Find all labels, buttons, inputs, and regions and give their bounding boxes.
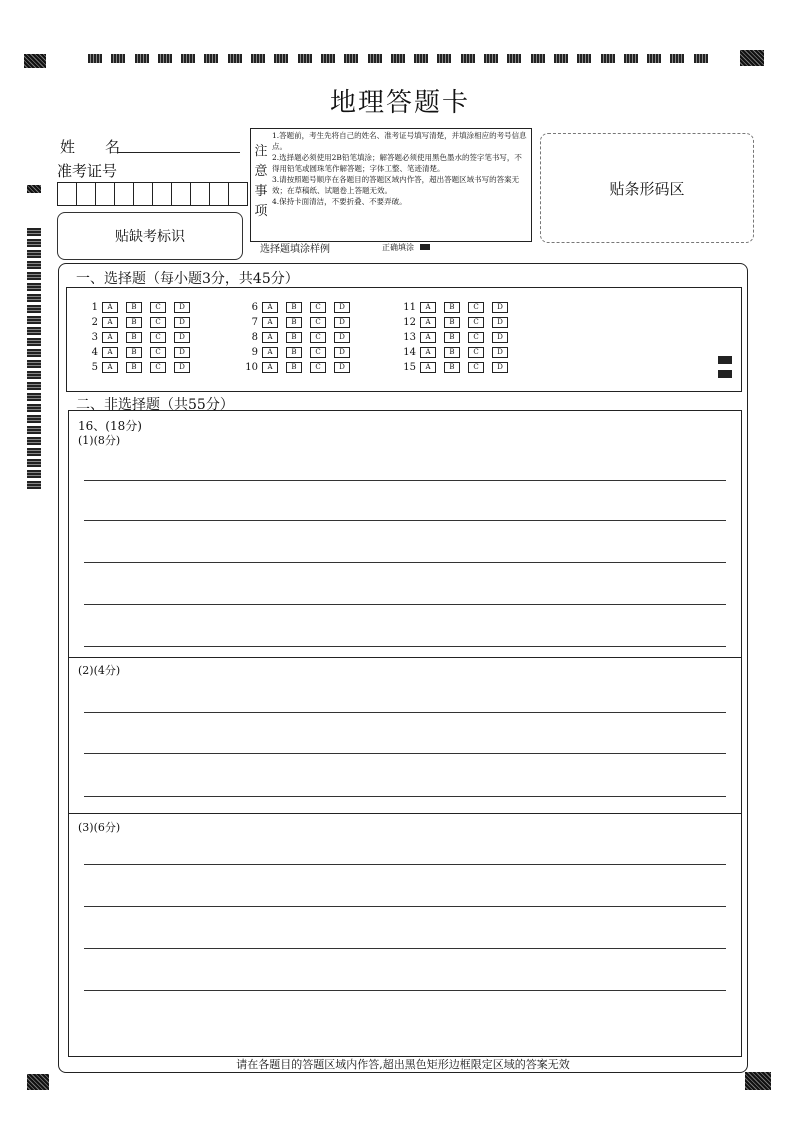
- filled-bubble-icon: [420, 244, 430, 250]
- mcq-row: 13 A B C D: [400, 330, 516, 345]
- writing-line[interactable]: [84, 520, 726, 521]
- note-item: 3.请按照题号顺序在各题目的答题区域内作答，超出答题区域书写的答案无效；在草稿纸、试题卷上答题无效。: [272, 175, 520, 195]
- fill-example-row: [250, 240, 530, 254]
- name-label: 姓 名: [60, 138, 121, 156]
- footer-notice: 请在各题目的答题区域内作答,超出黑色矩形边框限定区域的答案无效: [236, 1058, 570, 1071]
- question-16-label: 16、(18分): [78, 419, 142, 433]
- note-item: 4.保持卡面清洁，不要折叠、不要弄破。: [272, 197, 407, 206]
- part-divider: [68, 813, 741, 814]
- barcode-area: [540, 133, 754, 243]
- mcq-row: 8 A B C D: [242, 330, 358, 345]
- corner-mark-bottom-left: [27, 1074, 49, 1090]
- top-timing-marks: [88, 54, 708, 64]
- mcq-marker-lower: [718, 370, 732, 378]
- mcq-row: 10 A B C D: [242, 360, 358, 375]
- writing-line[interactable]: [84, 646, 726, 647]
- writing-line[interactable]: [84, 990, 726, 991]
- mcq-row: 3 A B C D: [86, 330, 198, 345]
- mcq-row: 11 A B C D: [400, 300, 516, 315]
- answer-area: [68, 410, 742, 1057]
- correct-fill-label: 正确填涂: [382, 242, 414, 252]
- writing-line[interactable]: [84, 948, 726, 949]
- left-mark-upper: [27, 185, 41, 193]
- mcq-column-2: [242, 300, 358, 375]
- section1-title: 一、选择题（每小题3分，共45分）: [76, 271, 299, 287]
- fill-example-label: 选择题填涂样例: [260, 243, 330, 255]
- mcq-row: 5 A B C D: [86, 360, 198, 375]
- absent-label-box: [57, 212, 243, 260]
- writing-line[interactable]: [84, 753, 726, 754]
- mcq-row: 7 A B C D: [242, 315, 358, 330]
- notes-list: [272, 130, 527, 207]
- barcode-label: 贴条形码区: [609, 179, 685, 198]
- part-1-label: (1)(8分): [78, 434, 121, 447]
- note-item: 2.选择题必须使用2B铅笔填涂；解答题必须使用黑色墨水的签字笔书写，不得用铅笔或圆珠笔作解答题；字体工整、笔迹清楚。: [272, 153, 522, 173]
- notes-heading: 注意事项: [254, 144, 268, 219]
- part-divider: [68, 657, 741, 658]
- writing-line[interactable]: [84, 712, 726, 713]
- exam-id-label: 准考证号: [57, 162, 118, 180]
- writing-line[interactable]: [84, 796, 726, 797]
- mcq-column-1: [86, 300, 198, 375]
- part-2-label: (2)(4分): [78, 664, 121, 677]
- corner-mark-top-left: [24, 54, 46, 68]
- mcq-row: 14 A B C D: [400, 345, 516, 360]
- mcq-marker-upper: [718, 356, 732, 364]
- left-timing-marks: [27, 228, 41, 489]
- mcq-row: 12 A B C D: [400, 315, 516, 330]
- writing-line[interactable]: [84, 906, 726, 907]
- absent-label: 贴缺考标识: [115, 229, 185, 245]
- section2-title: 二、非选择题（共55分）: [76, 397, 234, 413]
- note-item: 1.答题前，考生先将自己的姓名、准考证号填写清楚，并填涂相应的考号信息点。: [272, 131, 527, 151]
- mcq-row: 9 A B C D: [242, 345, 358, 360]
- name-field[interactable]: [118, 152, 240, 153]
- mcq-row: 15 A B C D: [400, 360, 516, 375]
- writing-line[interactable]: [84, 864, 726, 865]
- mcq-row: 4 A B C D: [86, 345, 198, 360]
- corner-mark-bottom-right: [745, 1072, 771, 1090]
- mcq-column-3: [400, 300, 516, 375]
- writing-line[interactable]: [84, 480, 726, 481]
- writing-line[interactable]: [84, 604, 726, 605]
- writing-line[interactable]: [84, 562, 726, 563]
- exam-id-boxes[interactable]: [57, 182, 248, 206]
- mcq-row: 2 A B C D: [86, 315, 198, 330]
- part-3-label: (3)(6分): [78, 821, 121, 834]
- corner-mark-top-right: [740, 50, 764, 66]
- mcq-row: 1 A B C D: [86, 300, 198, 315]
- mcq-row: 6 A B C D: [242, 300, 358, 315]
- card-title: 地理答题卡: [329, 88, 470, 118]
